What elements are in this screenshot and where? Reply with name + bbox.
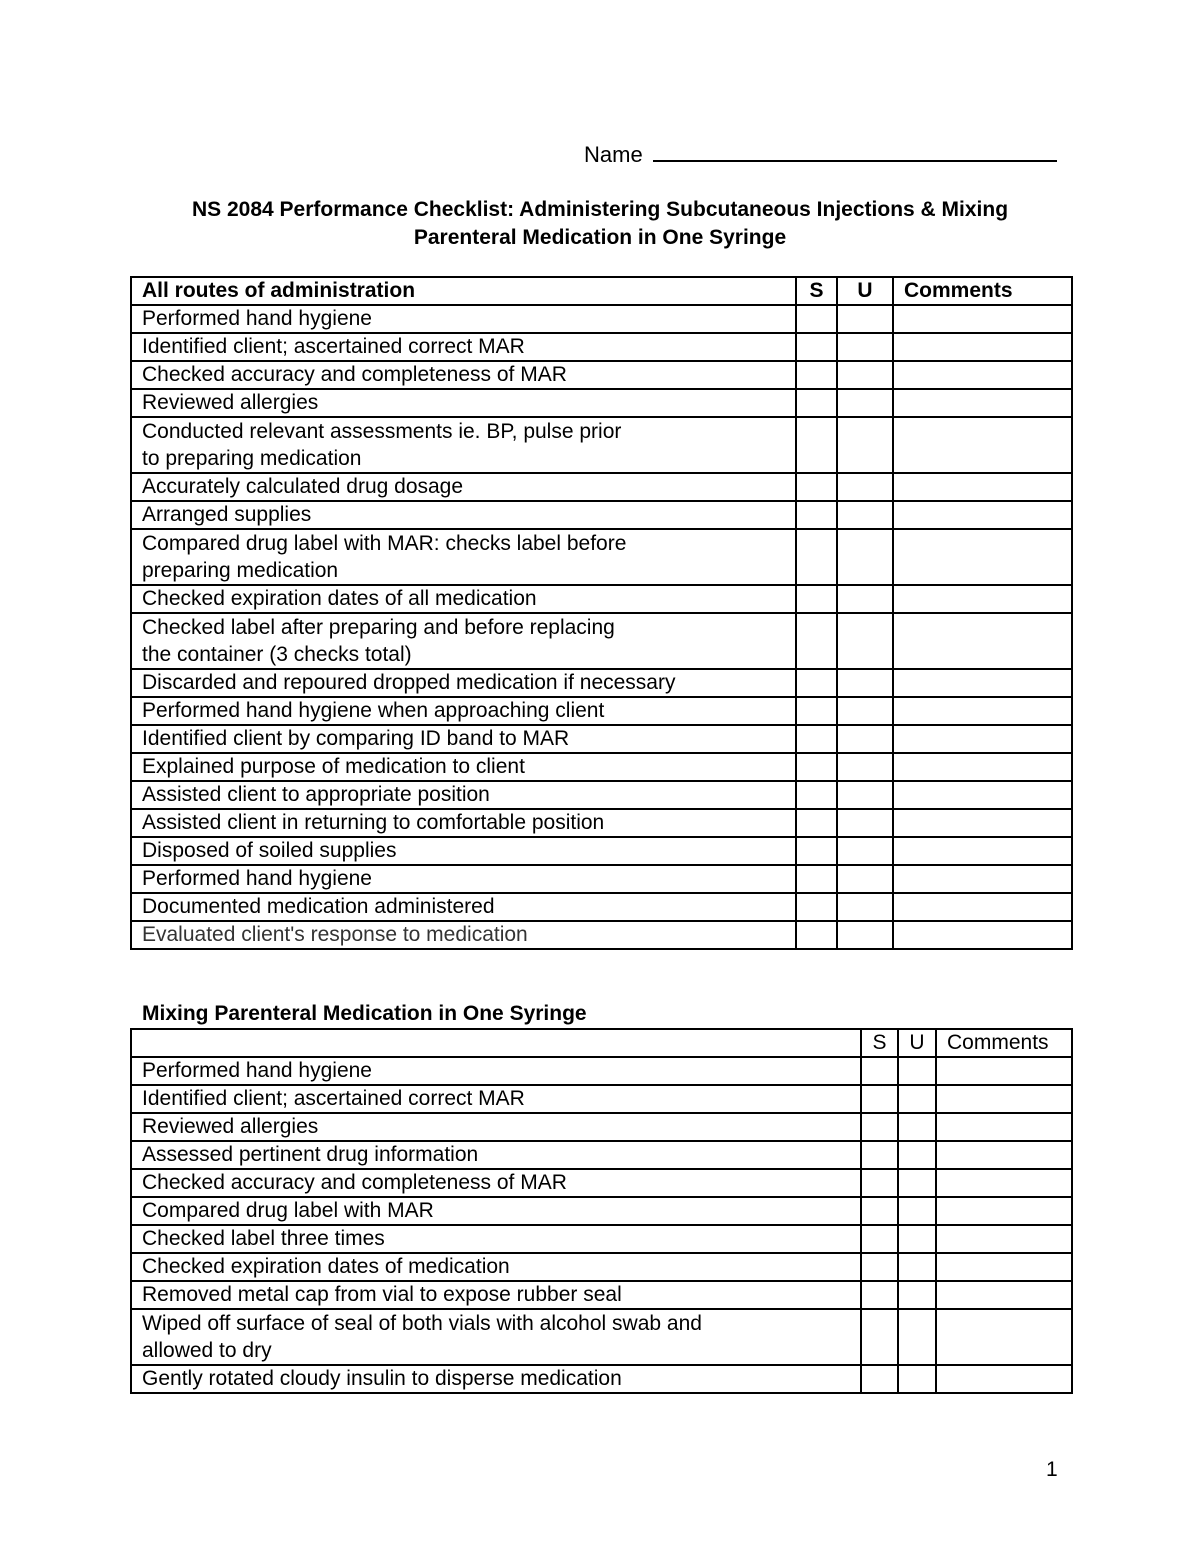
table-row [131,1281,1072,1309]
comments-cell[interactable] [893,585,1072,613]
table-row [131,837,1072,865]
checklist-item-label: Reviewed allergies [131,1113,861,1141]
checklist-item-label: Checked expiration dates of all medication [131,585,796,613]
table-row [131,473,1072,501]
column-header-comments: Comments [893,277,1072,305]
comments-cell[interactable] [936,1225,1072,1253]
s-checkbox-cell[interactable] [796,893,837,921]
checklist-item-label: Checked expiration dates of medication [131,1253,861,1281]
mixing-section-title: Mixing Parenteral Medication in One Syringe [142,1002,587,1025]
comments-cell[interactable] [936,1197,1072,1225]
comments-cell[interactable] [893,837,1072,865]
checklist-item-label: Checked accuracy and completeness of MAR [131,361,796,389]
checklist-item-label: Accurately calculated drug dosage [131,473,796,501]
table-row [131,669,1072,697]
table-header-row [131,1029,1072,1057]
comments-cell[interactable] [936,1057,1072,1085]
u-checkbox-cell[interactable] [837,417,893,473]
checklist-item-label: Checked accuracy and completeness of MAR [131,1169,861,1197]
table-row [131,1197,1072,1225]
u-checkbox-cell[interactable] [898,1253,936,1281]
table-row [131,809,1072,837]
s-checkbox-cell[interactable] [796,697,837,725]
checklist-item-label: Discarded and repoured dropped medication if necessary [131,669,796,697]
u-checkbox-cell[interactable] [837,389,893,417]
comments-cell[interactable] [893,893,1072,921]
title-line-1: NS 2084 Performance Checklist: Administering Subcutaneous Injections & Mixing [191,198,1009,221]
table-row [131,1253,1072,1281]
s-checkbox-cell[interactable] [796,613,837,669]
u-checkbox-cell[interactable] [837,809,893,837]
s-checkbox-cell[interactable] [861,1057,898,1085]
comments-cell[interactable] [893,725,1072,753]
u-checkbox-cell[interactable] [898,1169,936,1197]
table-row [131,921,1072,949]
comments-cell[interactable] [893,333,1072,361]
comments-cell[interactable] [893,473,1072,501]
checklist-item-label: Wiped off surface of seal of both vials with alcohol swab and allowed to dry [131,1309,861,1365]
s-checkbox-cell[interactable] [796,809,837,837]
table-row [131,1169,1072,1197]
table-row [131,1141,1072,1169]
table-row [131,1085,1072,1113]
u-checkbox-cell[interactable] [837,921,893,949]
checklist-item-label: Compared drug label with MAR: checks label before preparing medication [131,529,796,585]
table-row [131,501,1072,529]
table-row [131,361,1072,389]
s-checkbox-cell[interactable] [861,1197,898,1225]
checklist-item-label: Performed hand hygiene [131,865,796,893]
column-header-u: U [837,277,893,305]
s-checkbox-cell[interactable] [796,305,837,333]
table-row [131,417,1072,473]
routes-checklist-table [130,276,1073,950]
comments-cell[interactable] [893,921,1072,949]
name-blank-line[interactable] [653,140,1057,162]
u-checkbox-cell[interactable] [898,1141,936,1169]
table-row [131,1309,1072,1365]
s-checkbox-cell[interactable] [861,1225,898,1253]
table-row [131,585,1072,613]
column-header-s: S [796,277,837,305]
s-checkbox-cell[interactable] [796,529,837,585]
checklist-item-label: Reviewed allergies [131,389,796,417]
table-row [131,865,1072,893]
table-row [131,333,1072,361]
u-checkbox-cell[interactable] [837,837,893,865]
u-checkbox-cell[interactable] [837,473,893,501]
table-row [131,781,1072,809]
comments-cell[interactable] [936,1253,1072,1281]
table-row [131,1225,1072,1253]
u-checkbox-cell[interactable] [898,1197,936,1225]
table-row [131,893,1072,921]
comments-cell[interactable] [936,1141,1072,1169]
s-checkbox-cell[interactable] [796,781,837,809]
s-checkbox-cell[interactable] [796,669,837,697]
u-checkbox-cell[interactable] [898,1309,936,1365]
u-checkbox-cell[interactable] [898,1225,936,1253]
checklist-item-label: Assisted client to appropriate position [131,781,796,809]
checklist-item-label: Checked label three times [131,1225,861,1253]
table-row [131,389,1072,417]
table-row [131,697,1072,725]
comments-cell[interactable] [893,669,1072,697]
checklist-item-label: Performed hand hygiene [131,1057,861,1085]
s-checkbox-cell[interactable] [861,1253,898,1281]
checklist-item-label: Gently rotated cloudy insulin to disperse medication [131,1365,861,1393]
u-checkbox-cell[interactable] [837,697,893,725]
comments-cell[interactable] [893,305,1072,333]
comments-cell[interactable] [893,865,1072,893]
comments-cell[interactable] [893,529,1072,585]
comments-cell[interactable] [893,361,1072,389]
s-checkbox-cell[interactable] [796,333,837,361]
checklist-item-label: Identified client; ascertained correct MAR [131,333,796,361]
name-label: Name [584,142,643,167]
u-checkbox-cell[interactable] [837,753,893,781]
u-checkbox-cell[interactable] [898,1281,936,1309]
comments-cell[interactable] [936,1085,1072,1113]
comments-cell[interactable] [936,1169,1072,1197]
checklist-item-label: Arranged supplies [131,501,796,529]
s-checkbox-cell[interactable] [796,501,837,529]
s-checkbox-cell[interactable] [796,753,837,781]
column-header-u: U [898,1029,936,1057]
u-checkbox-cell[interactable] [898,1113,936,1141]
table-row [131,305,1072,333]
table-row [131,613,1072,669]
column-header-comments: Comments [936,1029,1072,1057]
name-field [584,140,1057,168]
table-row [131,725,1072,753]
u-checkbox-cell[interactable] [837,613,893,669]
routes-checklist-body [131,305,1072,949]
comments-cell[interactable] [893,753,1072,781]
checklist-item-label: Documented medication administered [131,893,796,921]
s-checkbox-cell[interactable] [861,1141,898,1169]
mixing-checklist-body [131,1057,1072,1393]
document-title [120,196,1080,252]
checklist-item-label: Evaluated client's response to medication [131,921,796,949]
checklist-item-label: Performed hand hygiene when approaching client [131,697,796,725]
s-checkbox-cell[interactable] [861,1309,898,1365]
checklist-item-label: Assisted client in returning to comfortable position [131,809,796,837]
u-checkbox-cell[interactable] [837,305,893,333]
comments-cell[interactable] [936,1113,1072,1141]
s-checkbox-cell[interactable] [861,1113,898,1141]
page-number: 1 [1046,1458,1058,1481]
table-row [131,529,1072,585]
s-checkbox-cell[interactable] [796,865,837,893]
checklist-item-label: Checked label after preparing and before replacing the container (3 checks total) [131,613,796,669]
s-checkbox-cell[interactable] [796,725,837,753]
table-row [131,1057,1072,1085]
comments-cell[interactable] [893,389,1072,417]
comments-cell[interactable] [893,809,1072,837]
comments-cell[interactable] [893,501,1072,529]
table-row [131,1365,1072,1393]
s-checkbox-cell[interactable] [796,417,837,473]
mixing-checklist-table [130,1028,1073,1394]
u-checkbox-cell[interactable] [898,1085,936,1113]
checklist-item-label: Conducted relevant assessments ie. BP, pulse prior to preparing medication [131,417,796,473]
s-checkbox-cell[interactable] [796,837,837,865]
u-checkbox-cell[interactable] [898,1057,936,1085]
s-checkbox-cell[interactable] [796,585,837,613]
s-checkbox-cell[interactable] [861,1085,898,1113]
s-checkbox-cell[interactable] [796,473,837,501]
u-checkbox-cell[interactable] [837,669,893,697]
checklist-item-label: Identified client by comparing ID band to MAR [131,725,796,753]
comments-cell[interactable] [936,1281,1072,1309]
s-checkbox-cell[interactable] [861,1169,898,1197]
comments-cell[interactable] [936,1309,1072,1365]
u-checkbox-cell[interactable] [837,529,893,585]
u-checkbox-cell[interactable] [837,893,893,921]
s-checkbox-cell[interactable] [861,1365,898,1393]
checklist-item-label: Performed hand hygiene [131,305,796,333]
table-row [131,1113,1072,1141]
u-checkbox-cell[interactable] [898,1365,936,1393]
s-checkbox-cell[interactable] [796,921,837,949]
comments-cell[interactable] [893,697,1072,725]
u-checkbox-cell[interactable] [837,333,893,361]
s-checkbox-cell[interactable] [861,1281,898,1309]
comments-cell[interactable] [936,1365,1072,1393]
column-header-s: S [861,1029,898,1057]
u-checkbox-cell[interactable] [837,781,893,809]
checklist-item-label: Compared drug label with MAR [131,1197,861,1225]
table-header-row [131,277,1072,305]
column-header-item: All routes of administration [131,277,796,305]
u-checkbox-cell[interactable] [837,585,893,613]
checklist-item-label: Explained purpose of medication to client [131,753,796,781]
u-checkbox-cell[interactable] [837,361,893,389]
checklist-item-label: Disposed of soiled supplies [131,837,796,865]
u-checkbox-cell[interactable] [837,865,893,893]
column-header-item [131,1029,861,1057]
checklist-item-label: Identified client; ascertained correct MAR [131,1085,861,1113]
u-checkbox-cell[interactable] [837,501,893,529]
s-checkbox-cell[interactable] [796,389,837,417]
u-checkbox-cell[interactable] [837,725,893,753]
s-checkbox-cell[interactable] [796,361,837,389]
checklist-item-label: Removed metal cap from vial to expose rubber seal [131,1281,861,1309]
comments-cell[interactable] [893,417,1072,473]
comments-cell[interactable] [893,613,1072,669]
table-row [131,753,1072,781]
title-line-2: Parenteral Medication in One Syringe [413,226,787,249]
comments-cell[interactable] [893,781,1072,809]
checklist-item-label: Assessed pertinent drug information [131,1141,861,1169]
